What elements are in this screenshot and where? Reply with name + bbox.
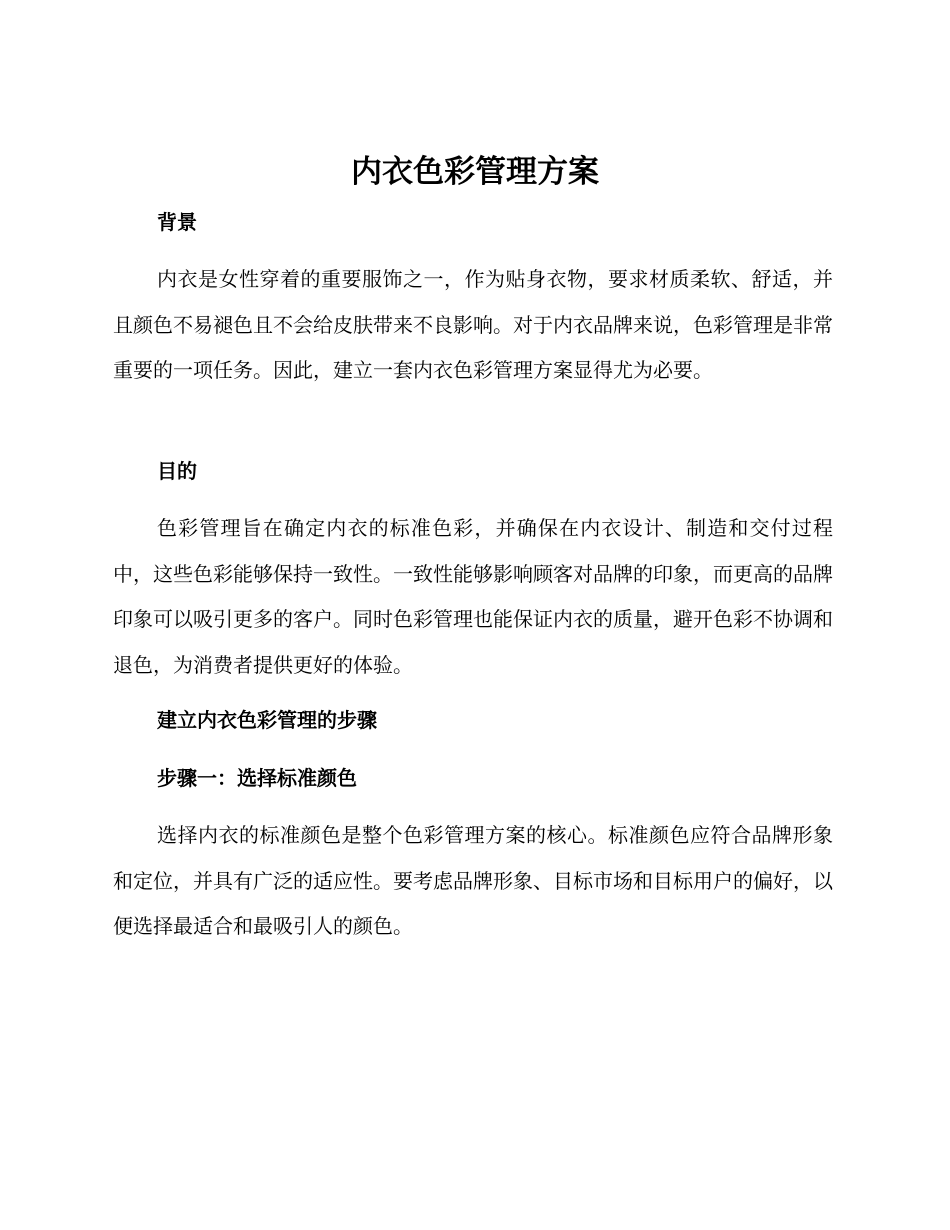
section-heading-steps: 建立内衣色彩管理的步骤 [157, 708, 377, 732]
section-body-purpose: 色彩管理旨在确定内衣的标准色彩，并确保在内衣设计、制造和交付过程中，这些色彩能够保持一致性。一致性能够影响顾客对品牌的印象，而更高的品牌印象可以吸引更多的客户。同时色彩管理也能保证内衣的质量，避开色彩不协调和退色，为消费者提供更好的体验。 [113, 516, 833, 677]
section-heading-background: 背景 [157, 210, 197, 234]
document-title: 内衣色彩管理方案 [351, 154, 599, 190]
section-heading-purpose: 目的 [157, 459, 197, 483]
subsection-heading-step1: 步骤一：选择标准颜色 [157, 766, 357, 790]
subsection-body-step1: 选择内衣的标准颜色是整个色彩管理方案的核心。标准颜色应符合品牌形象和定位，并具有广泛的适应性。要考虑品牌形象、目标市场和目标用户的偏好，以便选择最适合和最吸引人的颜色。 [113, 823, 833, 938]
section-body-background: 内衣是女性穿着的重要服饰之一，作为贴身衣物，要求材质柔软、舒适，并且颜色不易褪色且不会给皮肤带来不良影响。对于内衣品牌来说，色彩管理是非常重要的一项任务。因此，建立一套内衣色彩管理方案显得尤为必要。 [113, 267, 833, 382]
